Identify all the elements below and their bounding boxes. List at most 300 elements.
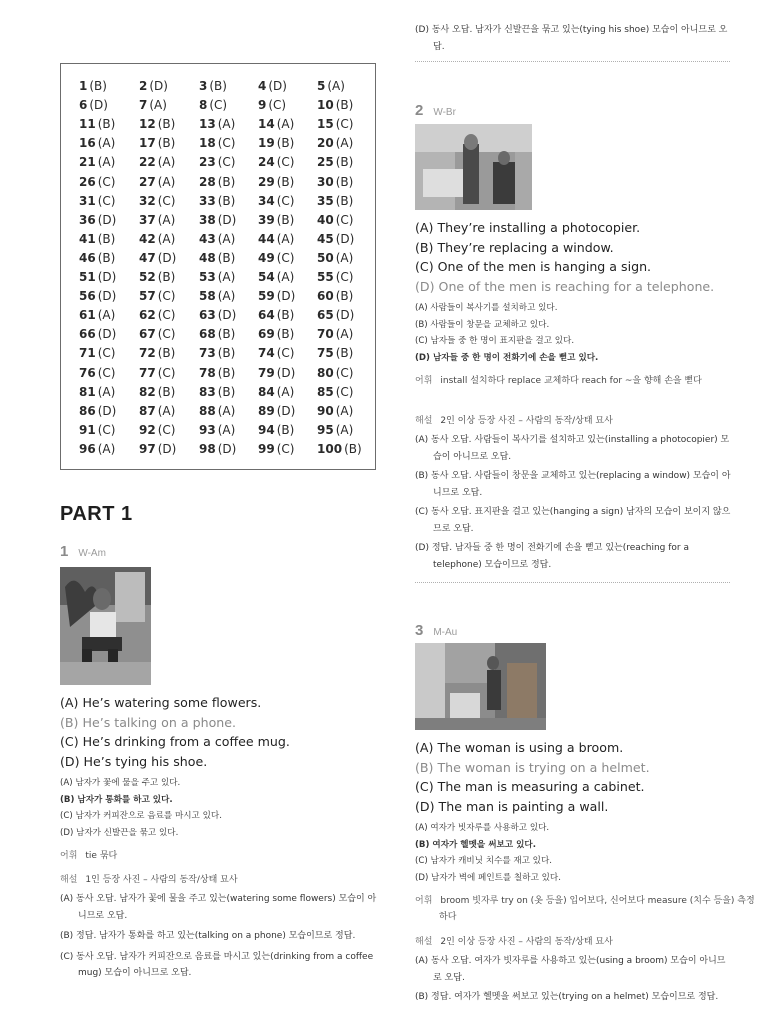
answer-number: 17 — [139, 136, 156, 151]
answer-letter: (D) — [335, 231, 355, 246]
answer-cell — [317, 421, 377, 439]
answer-letter: (C) — [335, 384, 354, 399]
question-2-translation — [415, 300, 598, 366]
question-1-explanation-heading — [60, 872, 238, 888]
answer-number: 1 — [79, 79, 88, 93]
answer-number: 65 — [317, 308, 334, 323]
answer-letter: (C) — [268, 98, 287, 113]
answer-letter: (B) — [217, 327, 236, 342]
answer-letter: (C) — [97, 174, 116, 189]
explanation-a: (A) 동사 오답. 사람들이 복사기를 설치하고 있는(installing a photocopier) 모습이 아니므로 오답. — [415, 435, 730, 462]
answer-cell — [139, 134, 199, 152]
answer-letter: (B) — [157, 270, 176, 284]
translation-a: (A) 사람들이 복사기를 설치하고 있다. — [415, 303, 558, 313]
question-1-explanations — [60, 891, 378, 982]
answer-letter: (C) — [157, 365, 176, 380]
answer-letter: (D) — [97, 327, 117, 342]
answer-letter: (D) — [268, 79, 287, 93]
vocab-text: broom 빗자루 try on (옷 등을) 입어보다, 신어보다 measure (치수 등을) 측정하다 — [439, 896, 755, 922]
answer-cell — [199, 421, 259, 439]
question-3-translation — [415, 820, 561, 886]
answer-letter: (B) — [335, 289, 354, 304]
answer-number: 46 — [79, 250, 96, 265]
answer-cell — [199, 230, 259, 248]
answer-letter: (C) — [276, 250, 295, 265]
answer-cell — [79, 268, 139, 286]
answer-letter: (C) — [97, 422, 116, 437]
answer-number: 85 — [317, 384, 334, 399]
answer-letter: (A) — [335, 327, 354, 342]
answer-cell — [317, 211, 377, 229]
divider — [415, 61, 730, 62]
answer-letter: (D) — [157, 441, 177, 456]
answer-number: 8 — [199, 98, 208, 113]
answer-cell — [199, 77, 259, 95]
answer-cell — [199, 249, 259, 267]
answer-number: 48 — [199, 250, 216, 265]
answer-letter: (D) — [157, 250, 177, 265]
answer-number: 78 — [199, 365, 216, 380]
answer-cell — [199, 383, 259, 401]
answer-number: 43 — [199, 231, 216, 246]
answer-letter: (A) — [97, 384, 116, 399]
answer-cell — [317, 383, 377, 401]
answer-cell — [79, 421, 139, 439]
answer-number: 76 — [79, 365, 96, 380]
answer-cell — [317, 249, 377, 267]
answer-letter: (A) — [157, 403, 176, 418]
question-3-vocab — [415, 893, 757, 925]
answer-letter: (B) — [157, 117, 176, 132]
answer-letter: (A) — [217, 289, 236, 304]
answer-cell — [199, 364, 259, 382]
answer-cell — [139, 211, 199, 229]
answer-cell — [258, 364, 318, 382]
option-d-correct: (D) One of the men is reaching for a telephone. — [415, 278, 715, 294]
workshop-photo — [415, 643, 546, 730]
explanation-title: 2인 이상 등장 사진 – 사람의 동작/상태 묘사 — [440, 937, 613, 947]
answer-letter: (C) — [335, 270, 354, 284]
question-number: 3 — [415, 622, 424, 639]
answer-letter: (C) — [276, 441, 295, 456]
answer-number: 89 — [258, 403, 275, 418]
answer-cell — [139, 230, 199, 248]
question-1-vocab — [60, 848, 117, 864]
answer-letter: (C) — [335, 117, 354, 132]
answer-letter: (C) — [97, 193, 116, 208]
answer-number: 12 — [139, 117, 156, 132]
question-2-explanations — [415, 432, 733, 573]
answer-number: 73 — [199, 346, 216, 361]
answer-cell — [258, 325, 318, 343]
answer-letter: (C) — [157, 327, 176, 342]
answer-number: 19 — [258, 136, 275, 151]
question-3-explanation-heading — [415, 934, 613, 950]
answer-number: 28 — [199, 174, 216, 189]
answer-cell — [258, 440, 318, 458]
answer-number: 98 — [199, 441, 216, 456]
explanation-title: 1인 등장 사진 – 사람의 동작/상태 묘사 — [85, 875, 238, 885]
answer-number: 40 — [317, 212, 334, 227]
answer-cell — [199, 115, 259, 133]
answer-cell — [258, 230, 318, 248]
answer-letter: (B) — [344, 441, 362, 456]
answer-cell — [139, 306, 199, 324]
answer-number: 10 — [317, 98, 334, 113]
answer-cell — [139, 173, 199, 191]
answer-cell — [139, 440, 199, 458]
answer-letter: (A) — [276, 231, 295, 246]
answer-cell — [79, 77, 139, 95]
answer-cell — [199, 173, 259, 191]
question-3-header — [415, 620, 457, 639]
answer-number: 91 — [79, 422, 96, 437]
answer-letter: (D) — [276, 403, 296, 418]
answer-cell — [199, 325, 259, 343]
answer-letter: (D) — [97, 403, 117, 418]
answer-letter: (C) — [209, 98, 228, 113]
answer-number: 11 — [79, 117, 96, 132]
answer-number: 74 — [258, 346, 275, 361]
answer-number: 67 — [139, 327, 156, 342]
option-d: (D) He’s tying his shoe. — [60, 753, 208, 769]
answer-cell — [317, 402, 377, 420]
answer-number: 45 — [317, 231, 334, 246]
answer-letter: (B) — [276, 308, 295, 323]
answer-number: 2 — [139, 79, 148, 93]
answer-number: 32 — [139, 193, 156, 208]
answer-letter: (B) — [335, 98, 354, 113]
answer-cell — [79, 383, 139, 401]
answer-number: 38 — [199, 212, 216, 227]
translation-d: (D) 남자가 벽에 페인트를 칠하고 있다. — [415, 872, 561, 883]
part-title: PART 1 — [60, 503, 133, 525]
answer-number: 22 — [139, 155, 156, 170]
answer-number: 80 — [317, 365, 334, 380]
question-2-vocab — [415, 373, 761, 389]
answer-cell — [79, 153, 139, 171]
answer-key-box — [60, 63, 376, 470]
answer-cell — [258, 402, 318, 420]
explanation-c: (C) 동사 오답. 표지판을 걸고 있는(hanging a sign) 남자의 모습이 보이지 않으므로 오답. — [415, 507, 731, 534]
vocab-label: 어휘 — [415, 376, 433, 386]
answer-letter: (D) — [89, 98, 108, 113]
answer-cell — [199, 211, 259, 229]
answer-letter: (D) — [335, 308, 355, 323]
answer-cell — [79, 115, 139, 133]
answer-number: 52 — [139, 270, 156, 284]
answer-letter: (A) — [276, 270, 295, 284]
answer-cell — [317, 268, 377, 286]
answer-letter: (A) — [217, 403, 236, 418]
answer-number: 31 — [79, 193, 96, 208]
answer-cell — [199, 268, 259, 286]
answer-cell — [139, 325, 199, 343]
answer-number: 23 — [199, 155, 216, 170]
answer-number: 84 — [258, 384, 275, 399]
answer-number: 88 — [199, 403, 216, 418]
answer-letter: (B) — [217, 384, 236, 399]
answer-cell — [258, 249, 318, 267]
answer-cell — [199, 192, 259, 210]
answer-number: 37 — [139, 212, 156, 227]
answer-number: 15 — [317, 117, 334, 132]
answer-number: 90 — [317, 403, 334, 418]
question-number: 1 — [60, 543, 69, 560]
answer-cell — [139, 421, 199, 439]
answer-letter: (B) — [276, 212, 295, 227]
answer-number: 51 — [79, 270, 96, 284]
answer-letter: (B) — [276, 327, 295, 342]
vocab-label: 어휘 — [415, 896, 433, 906]
answer-cell — [317, 77, 377, 95]
option-c: (C) He’s drinking from a coffee mug. — [60, 734, 290, 749]
answer-number: 97 — [139, 441, 156, 456]
answer-cell — [258, 173, 318, 191]
answer-cell — [79, 173, 139, 191]
answer-letter: (B) — [157, 346, 176, 361]
answer-letter: (A) — [217, 422, 236, 437]
answer-letter: (D) — [97, 212, 117, 227]
question-2-options — [415, 218, 714, 296]
answer-cell — [79, 96, 139, 114]
answer-number: 92 — [139, 422, 156, 437]
answer-letter: (A) — [335, 422, 354, 437]
answer-letter: (C) — [335, 365, 354, 380]
answer-letter: (A) — [157, 231, 176, 246]
answer-letter: (B) — [89, 79, 107, 93]
answer-cell — [317, 96, 377, 114]
answer-letter: (C) — [157, 308, 176, 323]
answer-letter: (D) — [97, 270, 117, 284]
answer-letter: (A) — [335, 403, 354, 418]
explanation-b: (B) 정답. 여자가 헬멧을 써보고 있는(trying on a helmet) 모습이므로 정답. — [415, 992, 719, 1002]
answer-number: 64 — [258, 308, 275, 323]
explanation-b: (B) 동사 오답. 사람들이 창문을 교체하고 있는(replacing a window) 모습이 아니므로 오답. — [415, 471, 731, 498]
translation-d: (D) 남자들 중 한 명이 전화기에 손을 뻗고 있다. — [415, 352, 599, 363]
answer-cell — [258, 421, 318, 439]
answer-cell — [199, 344, 259, 362]
answer-cell — [139, 96, 199, 114]
answer-letter: (D) — [276, 365, 296, 380]
answer-number: 47 — [139, 250, 156, 265]
answer-number: 9 — [258, 98, 267, 113]
answer-number: 58 — [199, 289, 216, 304]
answer-number: 50 — [317, 250, 334, 265]
speaker-label: M-Au — [433, 627, 458, 638]
question-3-photo — [415, 643, 546, 730]
answer-letter: (C) — [157, 289, 176, 304]
question-3-options — [415, 738, 650, 816]
answer-cell — [317, 344, 377, 362]
answer-number: 66 — [79, 327, 96, 342]
answer-cell — [258, 153, 318, 171]
answer-letter: (B) — [209, 79, 227, 93]
translation-b: (B) 여자가 헬멧을 써보고 있다. — [415, 839, 536, 850]
vocab-label: 어휘 — [60, 851, 78, 861]
question-1-translation — [60, 775, 222, 841]
answer-number: 33 — [199, 193, 216, 208]
answer-number: 30 — [317, 174, 334, 189]
answer-number: 36 — [79, 212, 96, 227]
answer-number: 7 — [139, 98, 148, 113]
answer-letter: (C) — [217, 136, 236, 151]
translation-c: (C) 남자들 중 한 명이 표지판을 걸고 있다. — [415, 336, 575, 346]
answer-number: 95 — [317, 422, 334, 437]
translation-a: (A) 여자가 빗자루를 사용하고 있다. — [415, 823, 550, 833]
answer-number: 16 — [79, 136, 96, 151]
translation-a: (A) 남자가 꽃에 물을 주고 있다. — [60, 778, 181, 788]
option-a: (A) They’re installing a photocopier. — [415, 220, 641, 235]
answer-letter: (C) — [276, 155, 295, 170]
speaker-label: W-Am — [78, 548, 106, 559]
question-2-photo — [415, 124, 532, 210]
answer-number: 96 — [79, 441, 96, 456]
option-c: (C) One of the men is hanging a sign. — [415, 259, 652, 274]
answer-number: 18 — [199, 136, 216, 151]
answer-number: 25 — [317, 155, 334, 170]
answer-letter: (B) — [217, 193, 236, 208]
answer-cell — [79, 402, 139, 420]
answer-letter: (B) — [335, 193, 354, 208]
option-b: (B) They’re replacing a window. — [415, 239, 614, 255]
answer-number: 21 — [79, 155, 96, 170]
answer-cell — [139, 153, 199, 171]
option-b-correct: (B) He’s talking on a phone. — [60, 714, 237, 730]
answer-cell — [79, 306, 139, 324]
answer-number: 100 — [317, 441, 343, 456]
answer-number: 6 — [79, 98, 88, 113]
answer-cell — [317, 230, 377, 248]
answer-number: 20 — [317, 136, 334, 151]
question-2-header — [415, 100, 456, 119]
answer-cell — [139, 402, 199, 420]
answer-cell — [139, 364, 199, 382]
answer-cell — [317, 134, 377, 152]
man-on-phone-photo — [60, 567, 151, 685]
answer-letter: (A) — [97, 441, 116, 456]
answer-cell — [317, 173, 377, 191]
answer-cell — [139, 287, 199, 305]
explanation-title: 2인 이상 등장 사진 – 사람의 동작/상태 묘사 — [440, 416, 613, 426]
answer-cell — [317, 306, 377, 324]
answer-number: 24 — [258, 155, 275, 170]
answer-cell — [199, 134, 259, 152]
answer-letter: (A) — [276, 117, 295, 132]
answer-cell — [258, 192, 318, 210]
answer-letter: (D) — [217, 308, 237, 323]
explanation-d: (D) 정답. 남자들 중 한 명이 전화기에 손을 뻗고 있는(reaching for a telephone) 모습이므로 정답. — [415, 543, 689, 570]
answer-number: 53 — [199, 270, 216, 284]
answer-letter: (B) — [157, 136, 176, 151]
answer-cell — [258, 287, 318, 305]
answer-number: 61 — [79, 308, 96, 323]
answer-letter: (A) — [97, 136, 116, 151]
answer-letter: (D) — [149, 79, 168, 93]
answer-number: 71 — [79, 346, 96, 361]
question-2-explanation-heading — [415, 413, 613, 429]
answer-cell — [79, 325, 139, 343]
answer-number: 54 — [258, 270, 275, 284]
answer-number: 49 — [258, 250, 275, 265]
answer-letter: (C) — [157, 193, 176, 208]
answer-cell — [139, 268, 199, 286]
answer-number: 42 — [139, 231, 156, 246]
answer-number: 5 — [317, 79, 326, 93]
answer-cell — [79, 440, 139, 458]
translation-c: (C) 남자가 커피잔으로 음료를 마시고 있다. — [60, 811, 222, 821]
explanation-label: 해설 — [415, 937, 433, 947]
answer-cell — [79, 364, 139, 382]
answer-number: 81 — [79, 384, 96, 399]
answer-number: 77 — [139, 365, 156, 380]
answer-letter: (C) — [97, 346, 116, 361]
divider — [415, 582, 730, 583]
answer-number: 99 — [258, 441, 275, 456]
answer-cell — [199, 440, 259, 458]
answer-letter: (B) — [217, 250, 236, 265]
answer-number: 39 — [258, 212, 275, 227]
explanation-b: (B) 정답. 남자가 통화를 하고 있는(talking on a phone) 모습이므로 정답. — [60, 931, 356, 941]
answer-letter: (B) — [97, 117, 116, 132]
option-d: (D) The man is painting a wall. — [415, 798, 609, 814]
speaker-label: W-Br — [433, 107, 456, 118]
answer-letter: (B) — [217, 174, 236, 189]
answer-number: 4 — [258, 79, 267, 93]
answer-cell — [79, 287, 139, 305]
answer-number: 34 — [258, 193, 275, 208]
answer-cell — [258, 115, 318, 133]
answer-number: 62 — [139, 308, 156, 323]
answer-cell — [139, 383, 199, 401]
question-1-explanation-d — [415, 22, 733, 55]
question-3-explanations — [415, 953, 733, 1006]
option-a: (A) He’s watering some flowers. — [60, 695, 262, 710]
answer-letter: (B) — [157, 384, 176, 399]
answer-letter: (B) — [276, 422, 295, 437]
answer-letter: (A) — [217, 231, 236, 246]
answer-letter: (C) — [335, 212, 354, 227]
answer-letter: (D) — [276, 289, 296, 304]
question-number: 2 — [415, 102, 424, 119]
answer-cell — [317, 115, 377, 133]
answer-number: 3 — [199, 79, 208, 93]
answer-cell — [258, 134, 318, 152]
answer-cell — [258, 77, 318, 95]
answer-number: 68 — [199, 327, 216, 342]
option-a: (A) The woman is using a broom. — [415, 740, 624, 755]
answer-number: 86 — [79, 403, 96, 418]
vocab-text: install 설치하다 replace 교체하다 reach for ~을 향해 손을 뻗다 — [440, 376, 702, 386]
answer-cell — [79, 134, 139, 152]
answer-cell — [258, 268, 318, 286]
answer-letter: (C) — [276, 346, 295, 361]
answer-letter: (D) — [97, 289, 117, 304]
answer-number: 41 — [79, 231, 96, 246]
answer-cell — [79, 249, 139, 267]
answer-number: 63 — [199, 308, 216, 323]
answer-number: 79 — [258, 365, 275, 380]
answer-letter: (A) — [157, 155, 176, 170]
answer-letter: (A) — [97, 155, 116, 170]
answer-cell — [139, 77, 199, 95]
answer-number: 82 — [139, 384, 156, 399]
answer-cell — [79, 344, 139, 362]
answer-letter: (A) — [157, 174, 176, 189]
answer-letter: (D) — [217, 441, 237, 456]
explanation-a: (A) 동사 오답. 남자가 꽃에 물을 주고 있는(watering some flowers) 모습이 아니므로 오답. — [60, 894, 377, 921]
answer-cell — [258, 306, 318, 324]
